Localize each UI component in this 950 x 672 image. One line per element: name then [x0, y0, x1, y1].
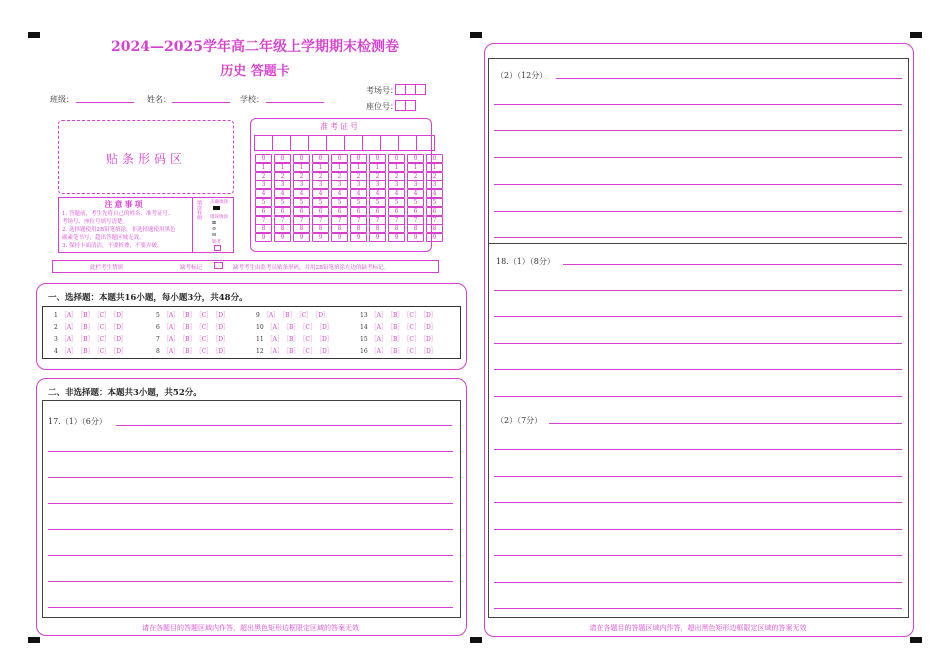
ticket-bubble-row	[255, 224, 445, 233]
choice-question	[54, 334, 127, 343]
choice-question	[360, 322, 437, 331]
choice-option-bubble[interactable]: ［D］	[215, 324, 229, 331]
choice-option-bubble[interactable]: ［C］	[198, 312, 213, 319]
choice-option-bubble[interactable]: ［A］	[370, 324, 387, 331]
ticket-bubble[interactable]: 9	[255, 233, 272, 242]
ticket-bubble[interactable]: 8	[426, 224, 443, 233]
ticket-bubble[interactable]: 9	[312, 233, 329, 242]
choice-option-bubble[interactable]: ［B］	[182, 324, 196, 331]
footer-note-right: 请在各题目的答题区域内作答，超出黑色矩形边框限定区域的答案无效	[589, 624, 807, 632]
ticket-bubble[interactable]: 5	[388, 198, 405, 207]
ticket-bubble[interactable]: 0	[255, 154, 272, 163]
answer-line[interactable]	[494, 369, 902, 370]
choice-option-bubble[interactable]: ［C］	[406, 348, 420, 355]
ticket-bubble[interactable]: 5	[407, 198, 424, 207]
answer-line[interactable]	[494, 130, 902, 131]
ticket-bubble[interactable]: 3	[426, 180, 443, 189]
ticket-bubble[interactable]: 6	[369, 207, 386, 216]
answer-line[interactable]	[494, 316, 902, 317]
ticket-bubble[interactable]: 6	[350, 207, 367, 216]
choice-question	[54, 310, 127, 319]
choice-option-bubble[interactable]: ［C］	[298, 312, 313, 319]
choice-option-bubble[interactable]: ［A］	[162, 336, 180, 343]
ticket-bubble[interactable]: 6	[255, 207, 272, 216]
ticket-bubble-row	[255, 180, 445, 189]
ticket-write-cells[interactable]	[254, 135, 434, 151]
choice-option-bubble[interactable]: ［C］	[302, 324, 316, 331]
choice-option-bubble[interactable]: ［D］	[315, 312, 329, 319]
choice-option-bubble[interactable]: ［C］	[302, 348, 316, 355]
choice-option-bubble[interactable]: ［C］	[198, 336, 213, 343]
choice-option-bubble[interactable]: ［C］	[406, 324, 420, 331]
choice-option-bubble[interactable]: ［C］	[406, 336, 420, 343]
choice-option-bubble[interactable]: ［C］	[96, 324, 111, 331]
choice-option-bubble[interactable]: ［D］	[319, 324, 333, 331]
wrong-fill-marks: ⊠ ⊘ ⊟	[212, 220, 217, 238]
choice-question-number: 2	[54, 324, 58, 331]
ticket-bubble[interactable]: 0	[350, 154, 367, 163]
section-open-title: 二、非选择题：本题共3小题，共52分。	[48, 388, 202, 398]
ticket-bubble[interactable]: 4	[369, 189, 386, 198]
ticket-bubble[interactable]: 2	[407, 172, 424, 181]
ticket-bubble[interactable]: 8	[369, 224, 386, 233]
ticket-bubble[interactable]: 4	[293, 189, 310, 198]
name-field[interactable]	[172, 102, 230, 103]
choice-question	[256, 310, 329, 319]
answer-line[interactable]	[494, 449, 902, 450]
answer-line[interactable]	[556, 78, 902, 79]
ticket-bubble[interactable]: 0	[331, 154, 348, 163]
choice-question	[360, 310, 437, 319]
ticket-bubble-row	[255, 189, 445, 198]
ticket-bubble[interactable]: 0	[293, 154, 310, 163]
choice-option-bubble[interactable]: ［D］	[113, 348, 127, 355]
ticket-bubble[interactable]: 9	[350, 233, 367, 242]
ticket-bubble[interactable]: 2	[388, 172, 405, 181]
choice-option-bubble[interactable]: ［B］	[389, 312, 404, 319]
choice-option-bubble[interactable]: ［D］	[423, 324, 437, 331]
ticket-bubble[interactable]: 1	[255, 163, 272, 172]
choice-option-bubble[interactable]: ［B］	[80, 336, 94, 343]
ticket-bubble[interactable]: 0	[426, 154, 443, 163]
choice-option-bubble[interactable]: ［B］	[282, 312, 296, 319]
choice-question-number: 12	[256, 348, 264, 355]
choice-option-bubble[interactable]: ［A］	[162, 324, 180, 331]
ticket-bubble[interactable]: 6	[407, 207, 424, 216]
answer-divider	[488, 243, 907, 244]
ticket-bubble[interactable]: 8	[350, 224, 367, 233]
ticket-bubble[interactable]: 3	[312, 180, 329, 189]
alignment-mark	[910, 637, 922, 643]
answer-line[interactable]	[494, 104, 902, 105]
choice-question-number: 4	[54, 348, 58, 355]
choice-option-bubble[interactable]: ［A］	[266, 336, 283, 343]
ticket-bubble[interactable]: 1	[407, 163, 424, 172]
answer-frame-17-1	[42, 400, 461, 618]
question-18-2-label: （2）（7分）	[496, 416, 543, 425]
choice-option-bubble[interactable]: ［B］	[389, 336, 404, 343]
strip-mid-text: 缺考标记	[180, 265, 203, 271]
ticket-bubble[interactable]: 6	[293, 207, 310, 216]
choice-option-bubble[interactable]: ［D］	[113, 312, 127, 319]
answer-line[interactable]	[494, 529, 902, 530]
ticket-bubble-row	[255, 207, 445, 216]
question-17-2-label: （2）（12分）	[496, 71, 548, 80]
answer-line[interactable]	[494, 237, 902, 238]
ticket-bubble[interactable]: 3	[274, 180, 291, 189]
choice-question	[156, 346, 229, 355]
name-label: 姓名：	[147, 95, 171, 104]
strip-left-text: 此栏考生禁填	[90, 265, 124, 271]
school-field[interactable]	[266, 102, 324, 103]
ticket-bubble[interactable]: 6	[312, 207, 329, 216]
ticket-bubble-row	[255, 233, 445, 242]
choice-question	[256, 322, 333, 331]
question-17-1-label: 17.（1）（6分）	[48, 417, 107, 426]
ticket-bubble[interactable]: 6	[426, 207, 443, 216]
ticket-bubble[interactable]: 0	[388, 154, 405, 163]
choice-question-number: 7	[156, 336, 160, 343]
ticket-bubble[interactable]: 7	[388, 216, 405, 225]
ticket-bubble[interactable]: 7	[293, 216, 310, 225]
ticket-bubble[interactable]: 5	[255, 198, 272, 207]
ticket-bubble[interactable]: 5	[426, 198, 443, 207]
ticket-bubble[interactable]: 7	[407, 216, 424, 225]
choice-option-bubble[interactable]: ［C］	[198, 324, 213, 331]
ticket-bubble[interactable]: 2	[426, 172, 443, 181]
choice-question	[360, 334, 437, 343]
choice-question	[256, 346, 333, 355]
choice-option-bubble[interactable]: ［A］	[370, 336, 387, 343]
choice-option-bubble[interactable]: ［B］	[182, 336, 196, 343]
answer-line[interactable]	[494, 396, 902, 397]
choice-option-bubble[interactable]: ［A］	[162, 348, 180, 355]
choice-option-bubble[interactable]: ［B］	[80, 312, 94, 319]
choice-option-bubble[interactable]: ［D］	[423, 312, 437, 319]
ticket-bubble[interactable]: 3	[407, 180, 424, 189]
seat-label: 座位号：	[366, 102, 398, 111]
ticket-bubble[interactable]: 7	[312, 216, 329, 225]
alignment-mark	[28, 637, 40, 643]
choice-option-bubble[interactable]: ［D］	[423, 336, 437, 343]
ticket-bubble[interactable]: 4	[274, 189, 291, 198]
choice-question-number: 15	[360, 336, 368, 343]
choice-question-number: 11	[256, 336, 264, 343]
choice-option-bubble[interactable]: ［C］	[96, 336, 111, 343]
ticket-bubble[interactable]: 7	[274, 216, 291, 225]
ticket-bubble[interactable]: 1	[293, 163, 310, 172]
page-title: 2024—2025学年高二年级上学期期末检测卷	[111, 39, 399, 55]
ticket-bubble[interactable]: 9	[426, 233, 443, 242]
answer-line[interactable]	[48, 581, 453, 582]
choice-question-number: 5	[156, 312, 160, 319]
ticket-bubble[interactable]: 5	[312, 198, 329, 207]
choice-option-bubble[interactable]: ［A］	[60, 348, 78, 355]
choice-option-bubble[interactable]: ［B］	[285, 336, 300, 343]
choice-option-bubble[interactable]: ［B］	[182, 312, 196, 319]
absent-label: 缺考	[212, 240, 221, 245]
ticket-bubble[interactable]: 9	[331, 233, 348, 242]
answer-line[interactable]	[48, 607, 453, 608]
choice-question-number: 9	[256, 312, 260, 319]
choice-option-bubble[interactable]: ［B］	[80, 324, 94, 331]
choice-option-bubble[interactable]: ［D］	[215, 348, 229, 355]
ticket-bubble[interactable]: 7	[369, 216, 386, 225]
choice-option-bubble[interactable]: ［A］	[162, 312, 180, 319]
choice-option-bubble[interactable]: ［A］	[60, 312, 78, 319]
choice-question-number: 10	[256, 324, 264, 331]
choice-option-bubble[interactable]: ［C］	[96, 348, 111, 355]
ticket-bubble[interactable]: 1	[274, 163, 291, 172]
alignment-mark	[910, 32, 922, 38]
choice-option-bubble[interactable]: ［A］	[370, 348, 387, 355]
ticket-bubble[interactable]: 6	[274, 207, 291, 216]
ticket-bubble[interactable]: 4	[407, 189, 424, 198]
choice-question-number: 13	[360, 312, 368, 319]
choice-option-bubble[interactable]: ［D］	[319, 336, 333, 343]
seat-boxes[interactable]	[395, 100, 415, 111]
choice-option-bubble[interactable]: ［A］	[266, 324, 283, 331]
answer-line[interactable]	[494, 582, 902, 583]
ticket-bubble[interactable]: 3	[350, 180, 367, 189]
choice-question	[54, 322, 127, 331]
ticket-bubble[interactable]: 1	[388, 163, 405, 172]
ticket-bubble[interactable]: 7	[426, 216, 443, 225]
choice-option-bubble[interactable]: ［B］	[285, 324, 300, 331]
ticket-bubble[interactable]: 6	[388, 207, 405, 216]
choice-option-bubble[interactable]: ［B］	[389, 348, 404, 355]
choice-option-bubble[interactable]: ［D］	[215, 336, 229, 343]
choice-question	[256, 334, 333, 343]
ticket-bubble[interactable]: 5	[331, 198, 348, 207]
strip-right-text: 缺考考生由监考员贴条形码，并用2B铅笔填涂左边的缺考标记。	[233, 265, 390, 271]
ticket-bubble[interactable]: 1	[369, 163, 386, 172]
ticket-bubble[interactable]: 2	[274, 172, 291, 181]
choice-option-bubble[interactable]: ［A］	[370, 312, 387, 319]
answer-line[interactable]	[494, 476, 902, 477]
choice-question-number: 3	[54, 336, 58, 343]
answer-line[interactable]	[48, 503, 453, 504]
choice-option-bubble[interactable]: ［D］	[215, 312, 229, 319]
ticket-bubble-row	[255, 154, 445, 163]
ticket-bubble[interactable]: 9	[369, 233, 386, 242]
choice-option-bubble[interactable]: ［B］	[80, 348, 94, 355]
choice-option-bubble[interactable]: ［A］	[60, 324, 78, 331]
notice-line: 2. 选择题使用2B铅笔填涂，非选择题使用黑色	[62, 227, 176, 233]
answer-line[interactable]	[494, 555, 902, 556]
ticket-bubble[interactable]: 0	[274, 154, 291, 163]
ticket-bubble[interactable]: 8	[388, 224, 405, 233]
ticket-bubble[interactable]: 5	[350, 198, 367, 207]
ticket-bubble[interactable]: 7	[350, 216, 367, 225]
answer-line[interactable]	[48, 451, 453, 452]
ticket-bubble[interactable]: 1	[331, 163, 348, 172]
choice-option-bubble[interactable]: ［B］	[285, 348, 300, 355]
ticket-bubble[interactable]: 2	[312, 172, 329, 181]
ticket-bubble[interactable]: 8	[331, 224, 348, 233]
choice-question	[156, 310, 229, 319]
fill-example-label: 填涂样例	[196, 200, 202, 220]
notice-line: 碳素笔书写，超出答题区域无效。	[62, 235, 145, 241]
ticket-bubble[interactable]: 1	[426, 163, 443, 172]
ticket-bubble[interactable]: 4	[426, 189, 443, 198]
answer-line[interactable]	[494, 211, 902, 212]
ticket-bubble[interactable]: 7	[255, 216, 272, 225]
notice-line: 1. 答题前，考生先将自己的姓名、准考证号、	[62, 211, 174, 217]
answer-line[interactable]	[494, 502, 902, 503]
choice-option-bubble[interactable]: ［D］	[423, 348, 437, 355]
answer-line[interactable]	[549, 423, 902, 424]
footer-note: 请在各题目的答题区域内作答，超出黑色矩形边框限定区域的答案无效	[142, 624, 359, 632]
correct-fill-label: 正确填涂	[210, 200, 228, 205]
choice-option-bubble[interactable]: ［B］	[389, 324, 404, 331]
absent-mark-box[interactable]	[214, 262, 223, 269]
ticket-bubble[interactable]: 3	[293, 180, 310, 189]
ticket-bubble[interactable]: 8	[293, 224, 310, 233]
answer-line[interactable]	[494, 608, 902, 609]
ticket-bubble[interactable]: 6	[331, 207, 348, 216]
absent-box[interactable]	[214, 245, 221, 251]
ticket-bubble[interactable]: 4	[255, 189, 272, 198]
ticket-bubble[interactable]: 0	[312, 154, 329, 163]
alignment-mark	[470, 32, 482, 38]
ticket-bubble[interactable]: 0	[407, 154, 424, 163]
choice-option-bubble[interactable]: ［C］	[302, 336, 316, 343]
notice-title: 注意事项	[104, 199, 145, 209]
choice-question	[156, 322, 229, 331]
ticket-bubble[interactable]: 3	[331, 180, 348, 189]
choice-option-bubble[interactable]: ［A］	[262, 312, 280, 319]
correct-fill-mark	[213, 206, 220, 210]
alignment-mark	[470, 637, 482, 643]
choice-option-bubble[interactable]: ［D］	[113, 324, 127, 331]
ticket-bubble[interactable]: 8	[312, 224, 329, 233]
ticket-bubble[interactable]: 3	[255, 180, 272, 189]
ticket-bubble[interactable]: 1	[350, 163, 367, 172]
answer-line[interactable]	[48, 555, 453, 556]
answer-line[interactable]	[494, 290, 902, 291]
notice-line: 考场号、座位号填写清楚。	[62, 219, 129, 225]
ticket-bubble[interactable]: 2	[350, 172, 367, 181]
ticket-bubble[interactable]: 5	[274, 198, 291, 207]
answer-line[interactable]	[116, 425, 452, 426]
ticket-bubble[interactable]: 4	[331, 189, 348, 198]
choice-option-bubble[interactable]: ［B］	[182, 348, 196, 355]
section-choice-title: 一、选择题：本题共16小题，每小题3分，共48分。	[48, 293, 248, 303]
choice-option-bubble[interactable]: ［A］	[266, 348, 283, 355]
ticket-bubble[interactable]: 3	[388, 180, 405, 189]
alignment-mark	[28, 32, 40, 38]
choice-question-number: 16	[360, 348, 368, 355]
ticket-bubble[interactable]: 4	[350, 189, 367, 198]
ticket-title: 准考证号	[320, 122, 360, 131]
page-subtitle: 历史 答题卡	[220, 64, 290, 79]
barcode-label: 贴条形码区	[105, 152, 186, 166]
ticket-bubble[interactable]: 5	[369, 198, 386, 207]
wrong-fill-label: 错误填涂	[210, 215, 228, 220]
ticket-bubble[interactable]: 9	[274, 233, 291, 242]
ticket-bubble[interactable]: 1	[312, 163, 329, 172]
ticket-bubble[interactable]: 9	[407, 233, 424, 242]
ticket-bubble[interactable]: 9	[293, 233, 310, 242]
notice-text	[62, 210, 188, 250]
answer-line[interactable]	[48, 477, 453, 478]
choice-option-bubble[interactable]: ［C］	[406, 312, 420, 319]
choice-option-bubble[interactable]: ［D］	[113, 336, 127, 343]
answer-line[interactable]	[563, 264, 902, 265]
choice-question-number: 8	[156, 348, 160, 355]
notice-line: 3. 保持卡面清洁，不要折叠，不要弄破。	[62, 243, 163, 249]
school-label: 学校：	[240, 95, 264, 104]
choice-question-number: 1	[54, 312, 58, 319]
answer-frame-right	[488, 58, 909, 618]
choice-question	[54, 346, 127, 355]
choice-question	[360, 346, 437, 355]
answer-line[interactable]	[494, 343, 902, 344]
choice-option-bubble[interactable]: ［D］	[319, 348, 333, 355]
answer-line[interactable]	[494, 157, 902, 158]
choice-option-bubble[interactable]: ［A］	[60, 336, 78, 343]
ticket-bubble[interactable]: 2	[331, 172, 348, 181]
answer-line[interactable]	[48, 529, 453, 530]
ticket-bubble[interactable]: 8	[274, 224, 291, 233]
class-field[interactable]	[76, 102, 134, 103]
ticket-bubble-row	[255, 163, 445, 172]
ticket-bubble[interactable]: 9	[388, 233, 405, 242]
ticket-bubble[interactable]: 2	[255, 172, 272, 181]
ticket-bubble[interactable]: 3	[369, 180, 386, 189]
ticket-bubble[interactable]: 0	[369, 154, 386, 163]
class-label: 班级：	[50, 95, 74, 104]
ticket-bubble[interactable]: 8	[407, 224, 424, 233]
ticket-bubble[interactable]: 2	[293, 172, 310, 181]
ticket-bubble-row	[255, 198, 445, 207]
ticket-bubble-row	[255, 172, 445, 181]
ticket-bubble[interactable]: 4	[312, 189, 329, 198]
question-18-1-label: 18.（1）（8分）	[496, 257, 555, 266]
choice-question-number: 6	[156, 324, 160, 331]
choice-question-number: 14	[360, 324, 368, 331]
ticket-bubble[interactable]: 5	[293, 198, 310, 207]
ticket-bubble[interactable]: 4	[388, 189, 405, 198]
ticket-bubble-row	[255, 216, 445, 225]
choice-option-bubble[interactable]: ［C］	[96, 312, 111, 319]
ticket-bubble[interactable]: 8	[255, 224, 272, 233]
room-boxes[interactable]	[395, 84, 425, 95]
choice-option-bubble[interactable]: ［C］	[198, 348, 213, 355]
ticket-bubble[interactable]: 2	[369, 172, 386, 181]
ticket-bubble-grid[interactable]	[255, 154, 445, 242]
answer-line[interactable]	[494, 184, 902, 185]
room-label: 考场号：	[366, 86, 398, 95]
ticket-bubble[interactable]: 7	[331, 216, 348, 225]
choice-question	[156, 334, 229, 343]
